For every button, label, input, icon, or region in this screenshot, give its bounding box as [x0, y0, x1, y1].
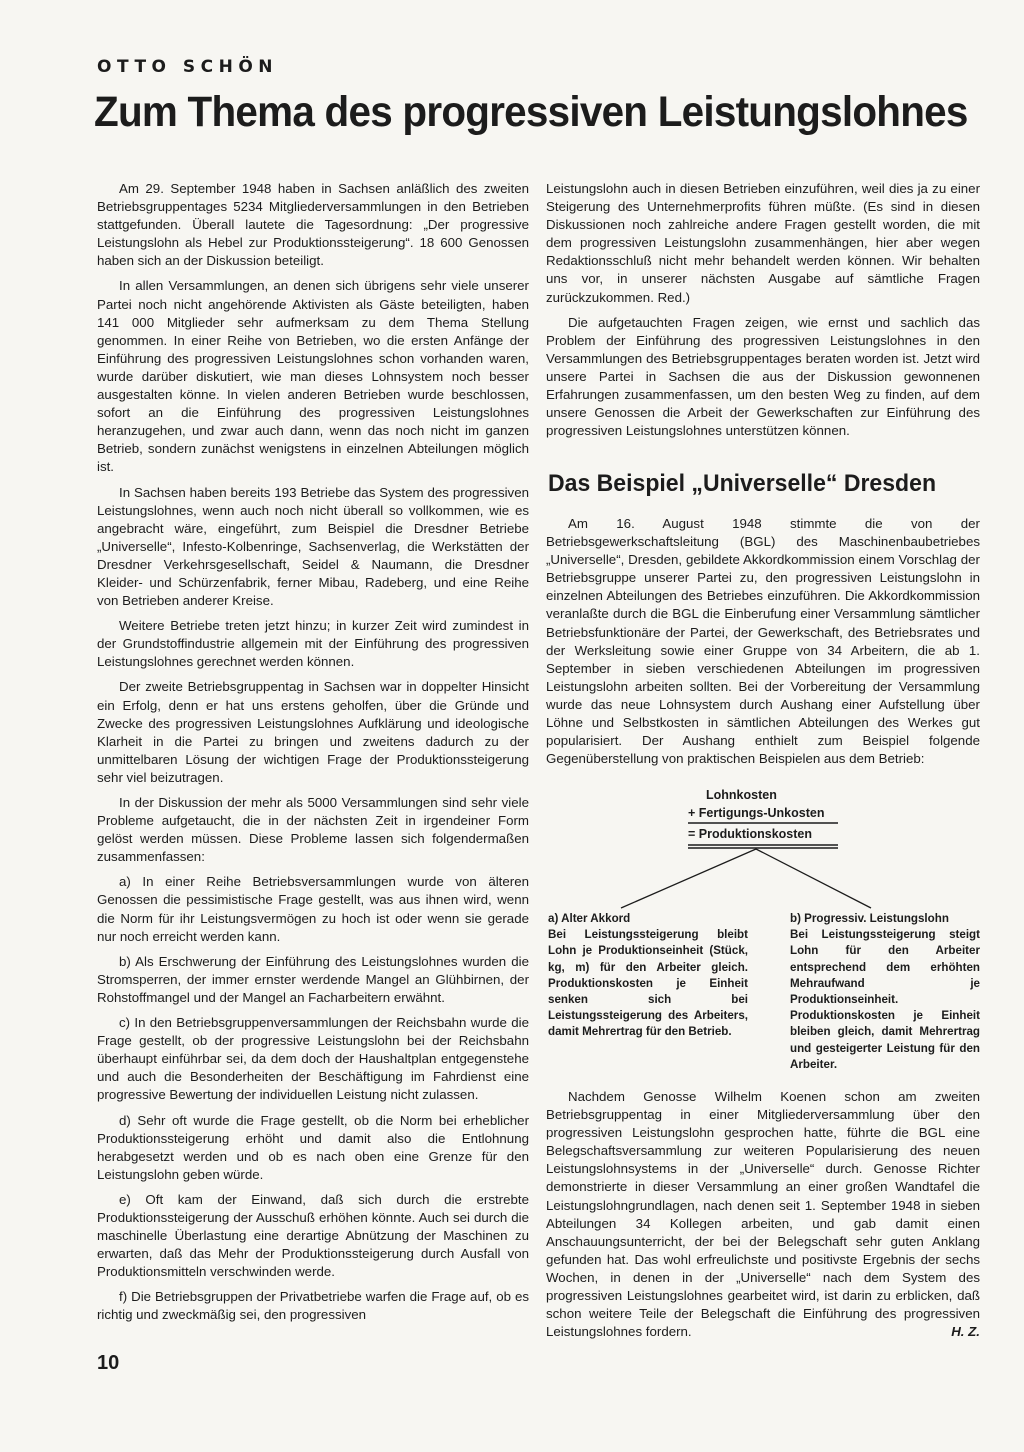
progressive-wage-text: Bei Leistungssteigerung steigt Lohn für den Arbeiter entsprechend dem erhöhten Mehraufwand je Produktionseinheit. Produktionskosten je Einheit bleiben gleich, damit Mehrertrag und gesteigerter Leistung für den Arbeiter. [790, 928, 980, 1071]
old-piecework-heading: a) Alter Akkord [548, 912, 631, 925]
signature: H. Z. [951, 1324, 980, 1340]
left-column [97, 180, 529, 1332]
diagram-lines [546, 785, 980, 925]
diagram-line-manufacturing-overhead: + Fertigungs-Unkosten [688, 806, 825, 820]
paragraph: Am 16. August 1948 stimmte die von der Betriebsgewerkschaftsleitung (BGL) des Maschinenbaubetriebes „Universelle“, Dresden, gebildete Akkordkommission einem Vorschlag der Betriebsgruppe unserer Partei zu, den progressiven Leistungslohn in einzelnen Abteilungen des Betriebes einzuführen. Die Akkordkommission veranlaßte durch die BGL die Einberufung einer Versammlung sämtlicher Betriebsfunktionäre der Partei, der Gewerkschaft, des Betriebsrates und der Werksleitung sowie einer Gruppe von 34 Arbeitern, die ab 1. September in sieben verschiedenen Abteilungen im progressiven Leistungslohn arbeiten sollten. Bei der Vorbereitung der Versammlung wurde das neue Lohnsystem durch Aushang einer Aufstellung über Löhne und Selbstkosten in sämtlichen Abteilungen des Werkes gut popularisiert. Der Aushang enthielt zum Beispiel folgende Gegenüberstellung von praktischen Beispielen aus dem Betrieb: [546, 516, 980, 767]
page-number: 10 [97, 1352, 120, 1374]
paragraph-text: Nachdem Genosse Wilhelm Koenen schon am zweiten Betriebsgruppentag in einer Mitgliederversammlung über den progressiven Leistungslohn gesprochen hatte, führte die BGL eine Belegschaftsversammlung zur weiteren Popularisierung des neuen Leistungslohnsystems in der „Universelle“ durch. Genosse Richter demonstrierte in dieser Versammlung an einer großen Wandtafel die Leistungslohngrundlagen, nach denen seit 1. September 1948 in sieben Abteilungen 34 Kollegen arbeiten, und gab damit einen Anschauungsunterricht, der bei der Belegschaft sehr guten Anklang gefunden hat. Das wohl erfreulichste und positivste Ergebnis der sechs Wochen, in denen in der „Universelle“ nach dem System des progressiven Leistungslohnes gearbeitet wird, ist darin zu erblicken, daß schon weitere Teile der Belegschaft die Einführung des progressiven Leistungslohnes fordern. [546, 1089, 980, 1340]
list-item-b: b) Als Erschwerung der Einführung des Leistungslohnes wurden die Stromsperren, der immer ernster werdende Mangel an Glühbirnen, der Rohstoffmangel und der Mangel an Facharbeitern erwähnt. [97, 953, 529, 1005]
old-piecework-text: Bei Leistungssteigerung bleibt Lohn je Produktionseinheit (Stück, kg, m) für den Arbeiter gleich. Produktionskosten je Einheit senken sich bei Leistungssteigerung des Arbeiters, damit Mehrertrag für den Betrieb. [548, 928, 748, 1039]
diagram-left-column [548, 911, 748, 1041]
diagram-line-production-costs: = Produktionskosten [688, 827, 812, 841]
branch-left [621, 849, 756, 908]
list-item-f: f) Die Betriebsgruppen der Privatbetriebe warfen die Frage auf, ob es richtig und zweckmäßig sei, den progressiven [97, 1289, 529, 1323]
right-column-top [546, 180, 980, 447]
paragraph: Die aufgetauchten Fragen zeigen, wie ernst und sachlich das Problem der Einführung des progressiven Leistungslohnes in den Versammlungen des Betriebsgruppentages beraten worden ist. Jetzt wird unsere Partei in Sachsen die aus der Diskussion gewonnenen Erfahrungen zusammenfassen, um den besten Weg zu finden, auf dem unsere Genossen die Arbeit der Gewerkschaften zur Einführung des progressiven Leistungslohnes unterstützen können. [546, 314, 980, 439]
list-item-e: e) Oft kam der Einwand, daß sich durch die erstrebte Produktionssteigerung der Ausschuß erhöhen könnte. Auch sei durch die maschinelle Überlastung eine derartige Abnützung der Maschinen zu erwarten, daß das Mehr der Produktionssteigerung durch Ausfall von Produktionsmitteln verschwinden werde. [97, 1191, 529, 1280]
paragraph: In allen Versammlungen, an denen sich übrigens sehr viele unserer Partei noch nicht angehörende Aktivisten als Gäste beteiligten, haben 141 000 Mitglieder sehr aufmerksam zu dem Thema Stellung genommen. In einer Reihe von Betrieben, wo die ersten Anfänge der Einführung des progressiven Leistungslohnes schon vorhanden waren, wurde darüber diskutiert, wie man dieses Lohnsystem noch besser ausgestalten könne. In vielen anderen Betrieben wurde beschlossen, sofort an die Einführung des progressiven Leistungslohnes heranzugehen, und zwar auch dann, wenn das noch nicht im ganzen Betrieb, sondern zunächst wenigstens in einzelnen Abteilungen möglich ist. [97, 278, 529, 475]
list-item-a: a) In einer Reihe Betriebsversammlungen wurde von älteren Genossen die pessimistische Frage gestellt, was aus ihnen wird, wenn die Norm für ihr Leistungsvermögen zu hoch ist oder wenn sie gerade nur noch erreicht werden kann. [97, 874, 529, 944]
author-name: OTTO SCHÖN [97, 57, 279, 77]
paragraph: Der zweite Betriebsgruppentag in Sachsen war in doppelter Hinsicht ein Erfolg, denn er hat uns erstens geholfen, über die Gründe und Zwecke des progressiven Leistungslohnes Aufklärung und ideologische Klarheit in die Partei zu bringen und zweitens dadurch zu der unmittelbaren Lösung der wichtigen Frage der Produktionssteigerung sehr viel beizutragen. [97, 679, 529, 785]
progressive-wage-heading: b) Progressiv. Leistungslohn [790, 912, 949, 925]
right-column-bottom [546, 1088, 980, 1348]
paragraph: In der Diskussion der mehr als 5000 Versammlungen sind sehr viele Probleme aufgetaucht, die in der nächsten Zeit in irgendeiner Form gelöst werden müssen. Diese Probleme lassen sich folgendermaßen zusammenfassen: [97, 795, 529, 865]
list-item-c: c) In den Betriebsgruppenversammlungen der Reichsbahn wurde die Frage gestellt, ob der progressive Leistungslohn bei der Reichsbahn überhaupt einführbar sei, da dem doch der Haushaltplan entgegenstehe und auch die Besonderheiten der Beschäftigung im Fahrdienst eine progressive Bewertung der individuellen Leistung nicht zulassen. [97, 1015, 529, 1103]
paragraph: Am 29. September 1948 haben in Sachsen anläßlich des zweiten Betriebsgruppentages 5234 Mitgliederversammlungen in den Betrieben stattgefunden. Überall lautete die Tagesordnung: „Der progressive Leistungslohn als Hebel zur Produktionssteigerung“. 18 600 Genossen haben sich an der Diskussion beteiligt. [97, 181, 529, 269]
section-heading: Das Beispiel „Universelle“ Dresden [548, 470, 937, 497]
paragraph [546, 1088, 980, 1341]
paragraph: Weitere Betriebe treten jetzt hinzu; in kurzer Zeit wird zumindest in der Grundstoffindustrie allgemein mit der Einführung des progressiven Leistungslohnes gerechnet werden können. [97, 618, 529, 670]
branch-right [756, 849, 871, 908]
paragraph: Leistungslohn auch in diesen Betrieben einzuführen, weil dies ja zu einer Steigerung des Unternehmerprofits führen müßte. (Es sind in diesen Diskussionen noch zahlreiche andere Fragen gestellt worden, die mit dem progressiven Leistungslohn zusammenhängen, hier aber wegen Redaktionsschluß nicht mehr behandelt werden können. Wir behalten uns vor, in unserer nächsten Ausgabe auf sämtliche Fragen zurückzukommen. Red.) [546, 181, 980, 305]
list-item-d: d) Sehr oft wurde die Frage gestellt, ob die Norm bei erheblicher Produktionssteigerung erhöht und damit also die Entlohnung herabgesetzt werden und ob es nach oben eine Grenze für den Leistungslohn geben würde. [97, 1112, 529, 1182]
right-column-middle [546, 515, 980, 775]
article-title: Zum Thema des progressiven Leistungslohnes [94, 88, 968, 136]
paragraph: In Sachsen haben bereits 193 Betriebe das System des progressiven Leistungslohnes, wenn auch noch nicht überall so vollkommen, wie es angebracht wäre, eingeführt, zum Beispiel die Dresdner Betriebe „Universelle“, Infesto-Kolbenringe, Sachsenverlag, die Werkstätten der Dresdner Verkehrsgesellschaft, Seidel & Naumann, die Dresdner Kleider- und Schürzenfabrik, ferner Mibau, Radeberg, und eine Reihe von Betrieben anderer Kreise. [97, 484, 529, 609]
cost-diagram [546, 785, 980, 1085]
diagram-right-column [790, 911, 980, 1073]
diagram-line-wage-costs: Lohnkosten [706, 788, 777, 802]
